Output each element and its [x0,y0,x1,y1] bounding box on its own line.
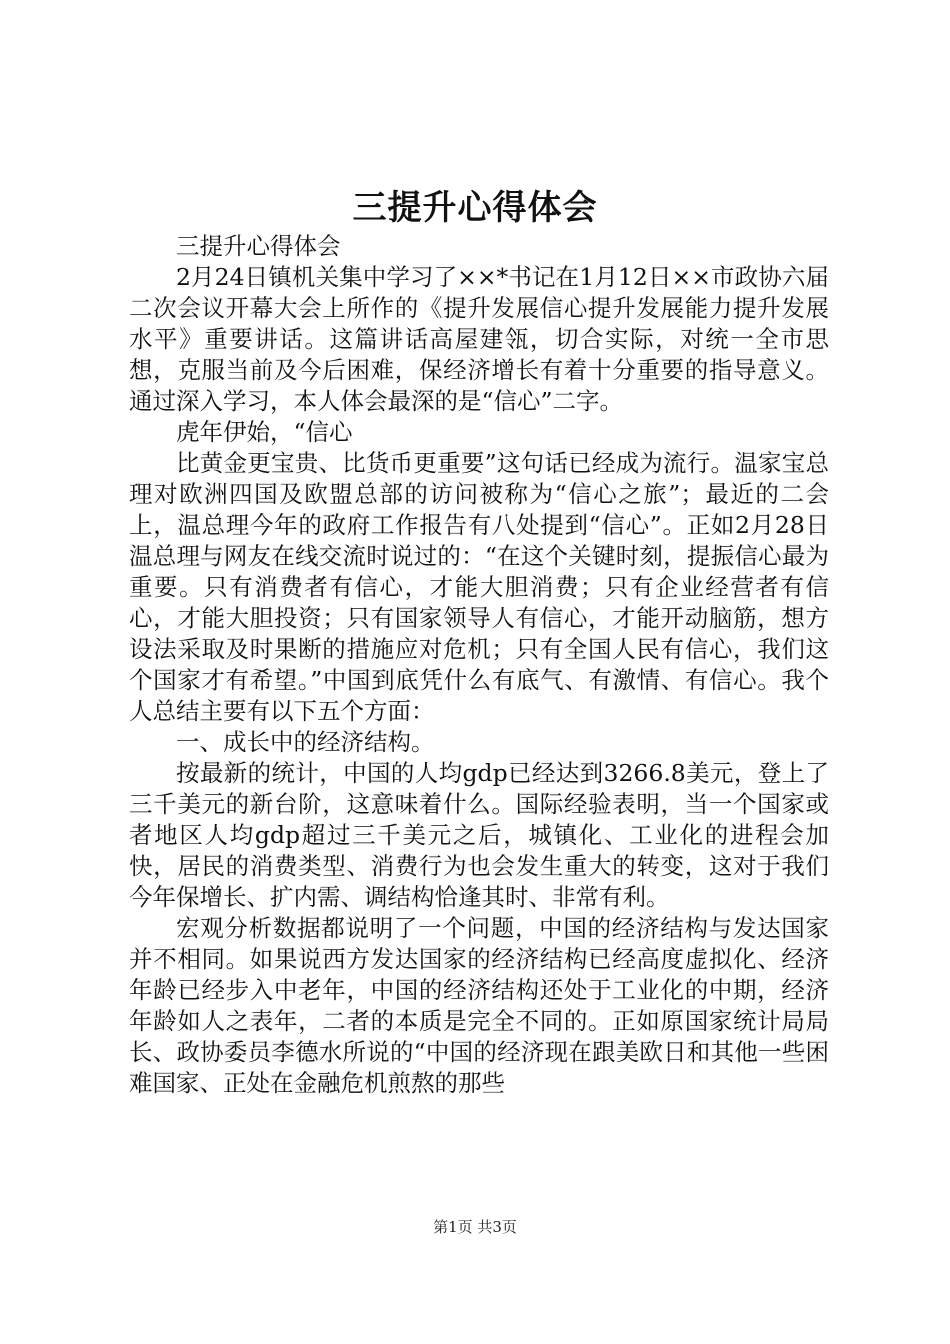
paragraph-confidence: 比黄金更宝贵、比货币更重要”这句话已经成为流行。温家宝总理对欧洲四国及欧盟总部的访问被称为“信心之旅”；最近的二会上，温总理今年的政府工作报告有八处提到“信心”。正如2月28日温总理与网友在线交流时说过的：“在这个关键时刻，提振信心最为重要。只有消费者有信心，才能大胆消费；只有企业经营者有信心，才能大胆投资；只有国家领导人有信心，才能开动脑筋，想方设法采取及时果断的措施应对危机；只有全国人民有信心，我们这个国家才有希望。”中国到底凭什么有底气、有激情、有信心。我个人总结主要有以下五个方面： [129,449,829,725]
page-footer: 第1页 共3页 [433,1218,517,1236]
section-heading-economic-structure: 一、成长中的经济结构。 [176,728,435,756]
paragraph-tiger-year: 虎年伊始，“信心 [176,418,353,446]
document-body [129,231,829,1099]
paragraph-macro-analysis: 宏观分析数据都说明了一个问题，中国的经济结构与发达国家并不相同。如果说西方发达国家的经济结构已经高度虚拟化、经济年龄已经步入中老年，中国的经济结构还处于工业化的中期，经济年龄如人之表年，二者的本质是完全不同的。正如原国家统计局局长、政协委员李德水所说的“中国的经济现在跟美欧日和其他一些困难国家、正处在金融危机煎熬的那些 [129,914,829,1097]
paragraph-intro: 2月24日镇机关集中学习了××*书记在1月12日××市政协六届二次会议开幕大会上所作的《提升发展信心提升发展能力提升发展水平》重要讲话。这篇讲话高屋建瓴，切合实际，对统一全市思想，克服当前及今后困难，保经济增长有着十分重要的指导意义。通过深入学习，本人体会最深的是“信心”二字。 [129,263,829,415]
paragraph-subtitle: 三提升心得体会 [176,232,341,260]
paragraph-gdp: 按最新的统计，中国的人均gdp已经达到3266.8美元，登上了三千美元的新台阶，这意味着什么。国际经验表明，当一个国家或者地区人均gdp超过三千美元之后，城镇化、工业化的进程会加快，居民的消费类型、消费行为也会发生重大的转变，这对于我们今年保增长、扩内需、调结构恰逢其时、非常有利。 [129,759,829,911]
document-title: 三提升心得体会 [352,188,598,228]
